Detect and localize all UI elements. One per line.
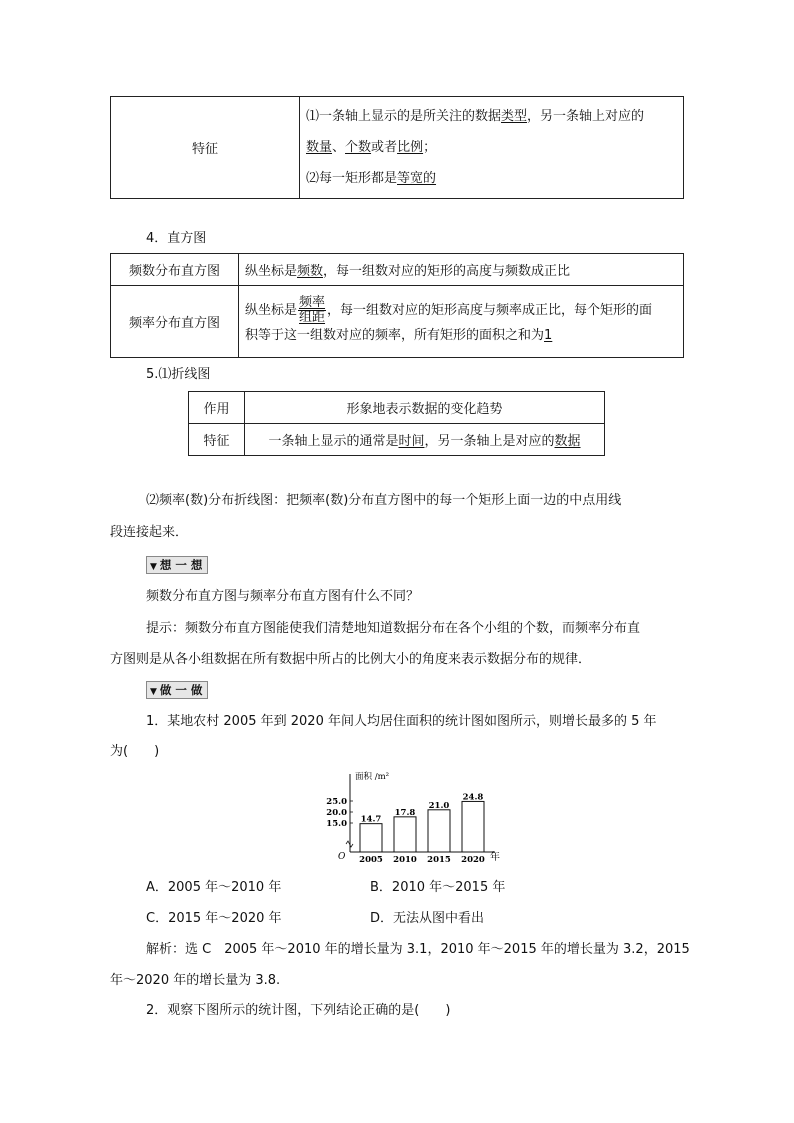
histogram-table bbox=[110, 253, 684, 358]
feature-table bbox=[110, 96, 684, 199]
feature-label bbox=[111, 97, 300, 199]
feature-label-text: 特征 bbox=[191, 142, 218, 157]
t1-l2s2: 或者 bbox=[371, 140, 398, 155]
lc2u2: 数据 bbox=[554, 434, 581, 449]
sec5-para2: 段连接起来． bbox=[110, 525, 189, 540]
chevron-down-icon: ▼ bbox=[150, 562, 157, 572]
t1-l3a: ⑵每一矩形都是 bbox=[306, 171, 398, 186]
t1-l1b: ，另一条轴上对应的 bbox=[527, 109, 645, 124]
bar-2020 bbox=[462, 801, 484, 852]
h1u: 频数 bbox=[297, 264, 324, 279]
bar-chart bbox=[326, 770, 530, 870]
bar-2005 bbox=[360, 824, 382, 852]
lc-row1-label-text: 作用 bbox=[203, 402, 230, 417]
h1b: ，每一组数对应的矩形的高度与频数成正比 bbox=[323, 264, 571, 279]
t1-l2s1: 、 bbox=[332, 140, 346, 155]
q2-line: 2．观察下图所示的统计图，下列结论正确的是( ) bbox=[146, 1003, 451, 1018]
chart-xlabel: 年 bbox=[490, 852, 500, 863]
frac-den: 组距 bbox=[299, 310, 326, 325]
analysis-line2: 年～2020 年的增长量为 3.8. bbox=[110, 973, 281, 988]
h1a: 纵坐标是 bbox=[245, 264, 298, 279]
t1-l1u: 类型 bbox=[501, 109, 528, 124]
histo-row2-label bbox=[111, 286, 239, 358]
think-badge bbox=[146, 556, 208, 574]
bar-value-label: 17.8 bbox=[394, 807, 416, 818]
option-c: C．2015 年～2020 年 bbox=[146, 911, 282, 926]
x-tick-label: 2015 bbox=[427, 855, 451, 865]
think-hint1: 提示：频数分布直方图能使我们清楚地知道数据分布在各个小组的个数，而频率分布直 bbox=[146, 621, 641, 636]
option-a: A．2005 年～2010 年 bbox=[146, 880, 282, 895]
bar-value-label: 24.8 bbox=[462, 792, 484, 803]
chart-origin: O bbox=[338, 852, 346, 862]
histo-row1-label bbox=[111, 254, 239, 286]
q1-line2: 为( ) bbox=[110, 744, 160, 759]
do-badge bbox=[146, 681, 208, 699]
x-tick-label: 2020 bbox=[461, 855, 485, 865]
h2c: 积等于这一组数对应的频率，所有矩形的面积之和为 bbox=[245, 328, 545, 343]
sec5-para1: ⑵频率(数)分布折线图：把频率(数)分布直方图中的每一个矩形上面一边的中点用线 bbox=[146, 493, 622, 508]
histo-row1-label-text: 频数分布直方图 bbox=[128, 264, 220, 279]
t1-l2u2: 个数 bbox=[345, 140, 372, 155]
t1-l2s3: ； bbox=[423, 140, 437, 155]
chevron-down-icon: ▼ bbox=[150, 687, 157, 697]
lc-row1-label bbox=[189, 392, 245, 424]
lc-row1-text: 形象地表示数据的变化趋势 bbox=[346, 402, 503, 417]
do-badge-text: 做 一 做 bbox=[159, 683, 203, 697]
lc-row2-desc bbox=[245, 424, 605, 456]
chart-ylabel: 面积 /m² bbox=[355, 772, 390, 782]
t1-l1a: ⑴一条轴上显示的是所关注的数据 bbox=[306, 109, 502, 124]
think-badge-text: 想 一 想 bbox=[159, 558, 203, 572]
sec4-heading: 4．直方图 bbox=[146, 231, 207, 246]
lc-row2-label bbox=[189, 424, 245, 456]
feature-desc bbox=[300, 97, 684, 199]
option-d: D．无法从图中看出 bbox=[370, 911, 485, 926]
y-tick-label: 15.0 bbox=[326, 819, 347, 829]
h2u: 1 bbox=[544, 328, 553, 343]
lc-row2-label-text: 特征 bbox=[203, 434, 230, 449]
freq-fraction bbox=[298, 296, 326, 325]
bar-2010 bbox=[394, 817, 416, 852]
sec5-heading: 5.⑴折线图 bbox=[146, 367, 211, 382]
lc2b: ，另一条轴上是对应的 bbox=[424, 434, 555, 449]
lc2a: 一条轴上显示的通常是 bbox=[268, 434, 399, 449]
h2b: ，每一组数对应的矩形高度与频率成正比，每个矩形的面 bbox=[327, 303, 653, 318]
t1-l2u3: 比例 bbox=[397, 140, 424, 155]
bar-2015 bbox=[428, 810, 450, 852]
h2a: 纵坐标是 bbox=[245, 303, 298, 318]
line-chart-table bbox=[188, 391, 605, 456]
y-tick-label: 20.0 bbox=[326, 808, 347, 818]
lc-row1-desc bbox=[245, 392, 605, 424]
y-tick-label: 25.0 bbox=[326, 797, 347, 807]
bar-value-label: 14.7 bbox=[360, 814, 382, 825]
histo-row1-desc bbox=[239, 254, 684, 286]
histo-row2-desc bbox=[239, 286, 684, 358]
think-hint2: 方图则是从各小组数据在所有数据中所占的比例大小的角度来表示数据分布的规律． bbox=[110, 652, 592, 667]
lc2u1: 时间 bbox=[398, 434, 425, 449]
t1-l2u1: 数量 bbox=[306, 140, 333, 155]
x-tick-label: 2005 bbox=[359, 855, 383, 865]
histo-row2-label-text: 频率分布直方图 bbox=[128, 316, 220, 331]
q1-line1: 1．某地农村 2005 年到 2020 年间人均居住面积的统计图如图所示，则增长最多的 5 年 bbox=[146, 714, 657, 729]
analysis-line1: 解析：选 C 2005 年～2010 年的增长量为 3.1，2010 年～2015 年的增长量为 3.2，2015 bbox=[146, 942, 690, 957]
option-b: B．2010 年～2015 年 bbox=[370, 880, 506, 895]
frac-num: 频率 bbox=[299, 295, 326, 310]
x-tick-label: 2010 bbox=[393, 855, 417, 865]
bar-value-label: 21.0 bbox=[428, 800, 450, 811]
t1-l3u: 等宽的 bbox=[397, 171, 437, 186]
think-question: 频数分布直方图与频率分布直方图有什么不同？ bbox=[146, 589, 420, 604]
